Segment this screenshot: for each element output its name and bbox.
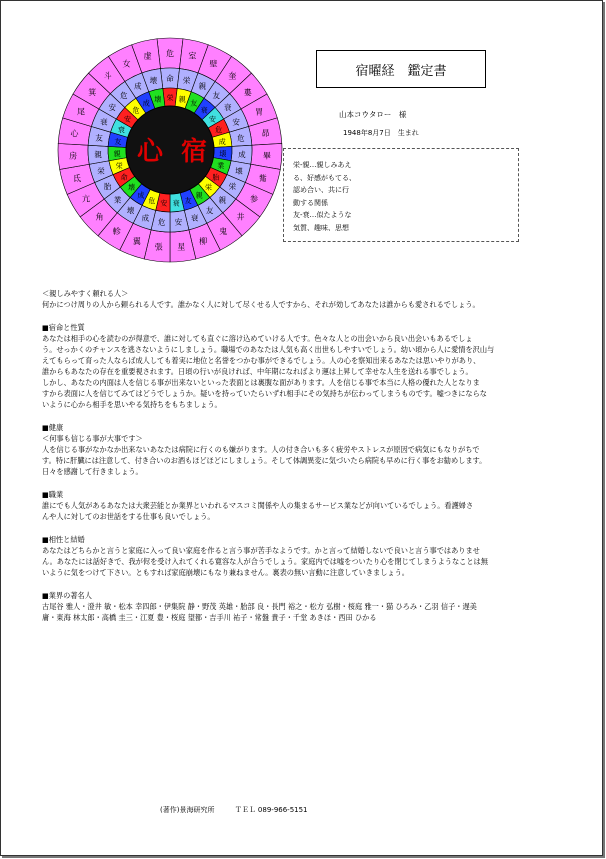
outer-ring-label: 畢 [262,151,271,161]
inner-ring-label: 友 [190,99,198,108]
outer-ring-label: 参 [250,194,259,204]
inner-ring-label: 安 [123,115,131,124]
summary-line: 認め合い、共に行 [293,186,349,195]
inner-ring-label: 安 [160,199,168,208]
middle-ring-label: 危 [237,133,245,143]
person-name: 山本コウタロー 様 [339,110,407,119]
inner-ring-label: 友 [184,196,192,205]
center-text-left: 心 [136,137,164,167]
inner-ring-label: 友 [114,137,122,146]
middle-ring-label: 栄 [228,182,237,191]
inner-ring-label: 命 [120,173,128,182]
outer-ring-label: 尾 [76,107,85,117]
inner-ring-label: 危 [148,196,156,205]
middle-ring-label: 安 [232,117,240,127]
section-line: 庸・東海 林太郎・高橋 圭三・江夏 豊・桜庭 望都・吉手川 祐子・常盤 貴子・千堂 あきほ・西田 ひかる [42,613,377,622]
outer-ring-label: 斗 [103,71,112,81]
middle-ring-label: 親 [218,195,227,205]
outer-ring-label: 胃 [255,107,264,117]
outer-ring-label: 奎 [228,71,237,81]
outer-ring-label: 星 [177,242,186,252]
inner-ring-label: 壊 [127,183,135,192]
outer-ring-label: 井 [236,212,245,222]
outer-ring-label: 房 [69,151,78,161]
section-heading: ■業界の著名人 [42,591,92,600]
outer-ring-label: 翼 [132,237,141,247]
middle-ring-label: 衰 [100,117,108,127]
outer-ring-label: 鬼 [219,227,228,237]
outer-ring-label: 心 [70,129,79,139]
middle-ring-label: 成 [141,213,150,223]
section-line: 誰にでも人気があるあなたは大衆芸能とか業界といわれるマスコミ関係や人の集まるサービス業などが向いているでしょう。看護婦さ [42,501,474,510]
section-line: んや人に対してのお世話をする仕事も良いでしょう。 [42,512,215,521]
outer-ring-label: 亢 [81,194,90,204]
outer-ring-label: 婁 [243,88,252,98]
middle-ring-label: 友 [212,90,221,100]
inner-ring-label: 栄 [205,183,213,192]
middle-ring-label: 親 [94,150,102,160]
middle-ring-label: 業 [113,195,122,205]
outer-ring-label: 角 [95,212,104,222]
middle-ring-label: 壊 [126,206,135,216]
outer-ring-label: 軫 [112,227,121,237]
middle-ring-label: 壊 [235,166,243,176]
inner-ring-label: 壊 [154,95,162,104]
middle-ring-label: 友 [205,206,214,216]
document-title [316,50,486,88]
footer [160,805,326,815]
outer-ring-label: 張 [154,242,163,252]
section-line: いように心から相手を思いやる気持ちをもちましょう。 [42,400,222,409]
inner-ring-label: 安 [209,115,217,124]
section-line: いように気をつけて下さい。ともすれば家庭崩壊にもなり兼ねません。裏表の無い言動に注意していきましょう。 [42,568,409,577]
middle-ring-label: 成 [238,150,246,160]
outer-ring-label: 室 [188,51,197,61]
outer-ring-label: 觜 [258,173,267,183]
section-line: あなたは相手の心を読むのが得意で、誰に対しても直ぐに溶け込めていける人です。色々な人との出会いから良い出会いもあるでしょ [42,334,473,343]
summary-line: る、好感がもてる、 [293,173,356,182]
center-text-right: 宿 [180,137,208,167]
summary-line: 気質、趣味、思想 [293,223,349,232]
section-line: すから表面に人を信じてみてはどうでしょうか。疑いを持っていたらいずれ相手にその気持ちが伝わってしまうものです。嘘つきにならな [42,389,487,398]
middle-ring-label: 命 [166,74,174,83]
middle-ring-label: 友 [95,133,103,143]
inner-ring-label: 衰 [117,126,125,135]
inner-ring-label: 衰 [172,199,180,208]
middle-ring-label: 成 [133,81,142,91]
summary-line: 動する関係 [293,198,328,207]
section-line: 古尾谷 雅人・澄井 敏・松本 幸四郎・伊集院 静・野茂 英雄・胎部 良・長門 裕之・松方 弘樹・桜庭 雅一・猫 ひろみ・乙羽 信子・遅美 [42,602,477,611]
outer-ring-label: 柳 [199,237,208,247]
inner-ring-label: 衰 [200,106,208,115]
section-heading: ■宿命と性質 [42,323,85,332]
middle-ring-label: 危 [157,217,166,227]
outer-ring-label: 危 [166,49,174,58]
inner-ring-label: 親 [195,191,203,200]
section-line: あなたはどちらかと言うと家庭に入って良い家庭を作ると言う事が苦手なようです。かと言って結婚しないで良いと言う事ではありませ [42,546,480,555]
inner-ring-label: 栄 [166,94,174,102]
title-text: 宿曜経 鑑定書 [355,63,447,79]
reading-body [42,288,560,623]
section-line: 日々を感謝して行きましょう。 [42,467,143,476]
inner-ring-label: 成 [218,137,226,146]
outer-ring-label: 壁 [209,59,218,69]
middle-ring-label: 危 [119,90,128,100]
inner-ring-label: 成 [142,99,150,108]
section-heading: ＜親しみやすく頼れる人＞ [42,289,129,298]
section-line: ＜何事も信じる事が大事です＞ [42,434,143,443]
zodiac-wheel [56,36,284,264]
middle-ring-label: 安 [108,103,116,113]
summary-line: 友-衰…似たような [293,211,352,220]
inner-ring-label: 胎 [212,173,220,182]
inner-ring-label: 栄 [115,162,123,171]
section-line: う。せっかくのチャンスを逃さないようにしましょう。職場でのあなたは人気も高く出世もしやすいでしょう。幼い頃から人に愛情を沢山与 [42,345,495,354]
inner-ring-label: 危 [215,126,223,135]
middle-ring-label: 安 [174,217,183,227]
inner-ring-label: 壊 [219,150,227,159]
summary-box [283,148,519,242]
inner-ring-label: 親 [178,95,186,104]
copyright-text: (著作)景海研究所 [160,806,215,814]
middle-ring-label: 栄 [182,75,191,85]
outer-ring-label: 女 [122,59,131,69]
section-heading: ■職業 [42,490,64,499]
inner-ring-label: 業 [217,162,225,171]
outer-ring-label: 氐 [73,173,82,183]
birth-date: 1948年8月7日 生まれ [343,129,419,137]
section-line: しかし、あなたの内面は人を信じる事が出来ないといった表面とは裏腹な面があります。人を信じる事で本当に人格の優れた人となりま [42,378,480,387]
section-line: 何かにつけ周りの人から頼られる人です。誰かなく人に対して尽くせる人ですから、それが効してあなたは誰からも愛されるでしょう。 [42,300,480,309]
outer-ring-label: 箕 [88,88,97,98]
middle-ring-label: 親 [198,81,207,91]
outer-ring-label: 昴 [261,129,270,139]
section-line: す。特に肝臓には注意して、付き合いのお酒もほどほどにしましょう。そして体調異変に気づいたら病院も早めに行く事をお勧めします。 [42,456,487,465]
inner-ring-label: 成 [137,191,145,200]
summary-line: 栄-親…親しみあえ [293,161,352,169]
inner-ring-label: 親 [113,150,121,159]
section-line: 人を信じる事がなかなか出来ないあなたは病院に行くのも嫌がります。人の付き合いも多く疲労やストレスが原因で病気にもなりがちで [42,445,480,454]
section-heading: ■相性と結婚 [42,535,85,544]
middle-ring-label: 衰 [224,103,232,113]
middle-ring-label: 胎 [103,182,112,191]
section-heading: ■健康 [42,423,64,432]
outer-ring-label: 虚 [143,51,152,61]
middle-ring-label: 壊 [149,75,158,85]
middle-ring-label: 栄 [97,166,105,176]
section-line: えてもらって育った人ならば成人しても着実に地位と名誉をつかむ事ができるでしょう。人の心を察知出来るあなたは思いやりがあり、 [42,356,481,365]
inner-ring-label: 危 [132,106,140,115]
section-line: ん。あなたには話好きで、我が侭を受け入れてくれる寛容な人が合うでしょう。家庭内では嘘をついたり心を閉じてしまうようなことは無 [42,557,488,566]
section-line: 誰からもあなたの存在を重要視されます。日頃の行いが良ければ、中年期になればより運は上昇して幸せな人生を送れる事でしょう。 [42,367,473,376]
phone-text: ＴＥＬ 089-966-5151 [234,806,308,814]
middle-ring-label: 衰 [190,213,199,223]
